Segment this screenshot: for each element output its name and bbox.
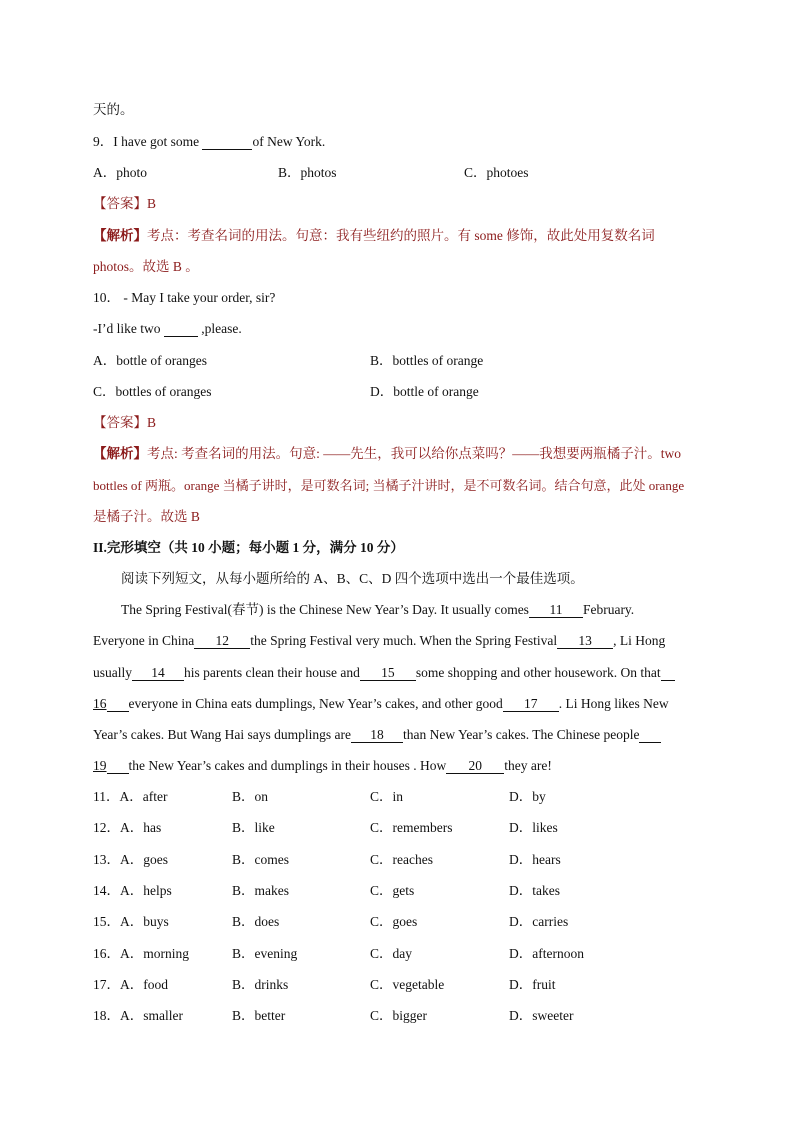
q9-option-c: C．photoes bbox=[464, 165, 529, 180]
blank-line-end bbox=[639, 728, 661, 743]
choice-option-b bbox=[232, 788, 268, 806]
choice-number: 13． bbox=[93, 852, 120, 867]
choice-option-a bbox=[93, 819, 161, 837]
choice-option-b bbox=[232, 913, 279, 931]
passage-line-2 bbox=[93, 632, 665, 650]
blank-16: 16 bbox=[93, 696, 107, 711]
choice-text: A．goes bbox=[120, 852, 168, 867]
choice-text: C．vegetable bbox=[370, 977, 445, 992]
q10-option-d: D．bottle of orange bbox=[370, 384, 479, 399]
choice-text: B．does bbox=[232, 914, 280, 929]
choice-row bbox=[93, 819, 693, 837]
passage-text: everyone in China eats dumplings, New Year’s cakes, and other good bbox=[128, 696, 503, 711]
choice-row bbox=[93, 913, 693, 931]
choice-text: A．smaller bbox=[120, 1008, 183, 1023]
choice-row bbox=[93, 851, 693, 869]
blank-16-tail bbox=[107, 697, 129, 712]
choice-row bbox=[93, 1007, 693, 1025]
passage-text: some shopping and other housework. On that bbox=[415, 665, 661, 680]
choice-text: D．afternoon bbox=[509, 946, 584, 961]
choice-text: D．hears bbox=[509, 852, 561, 867]
choice-option-c bbox=[370, 913, 417, 931]
choice-number: 17． bbox=[93, 977, 120, 992]
choice-option-b bbox=[232, 1007, 285, 1025]
choice-text: D．takes bbox=[509, 883, 560, 898]
blank-17: 17 bbox=[503, 697, 559, 712]
q9-option-b: B．photos bbox=[278, 165, 337, 180]
choice-option-d bbox=[509, 1007, 573, 1025]
choice-option-c bbox=[370, 788, 403, 806]
blank-18: 18 bbox=[351, 728, 403, 743]
choice-text: B．like bbox=[232, 820, 275, 835]
q9-answer: 【答案】B bbox=[93, 196, 157, 211]
blank-line-end bbox=[661, 666, 675, 681]
choice-option-d bbox=[509, 976, 556, 994]
choice-text: C．gets bbox=[370, 883, 415, 898]
choice-option-c bbox=[370, 819, 452, 837]
passage-line-3 bbox=[93, 664, 675, 682]
choice-text: C．day bbox=[370, 946, 412, 961]
choice-option-c bbox=[370, 882, 414, 900]
passage-text: the New Year’s cakes and dumplings in their houses . How bbox=[128, 758, 447, 773]
choice-number: 18． bbox=[93, 1008, 120, 1023]
q10-answer: 【答案】B bbox=[93, 415, 157, 430]
choice-row bbox=[93, 976, 693, 994]
choice-option-d bbox=[509, 788, 546, 806]
q10-analysis-tag: 【解析】 bbox=[93, 446, 147, 461]
passage-line-1 bbox=[121, 601, 634, 619]
q9-analysis-line-2: photos。故选 B 。 bbox=[93, 259, 199, 274]
q10-line2-pre: -I’d like two bbox=[93, 321, 164, 336]
q9-analysis-text-1: 考点：考查名词的用法。句意：我有些纽约的照片。有 some 修饰，故此处用复数名词 bbox=[147, 228, 655, 243]
passage-line-6 bbox=[93, 757, 552, 775]
choice-text: A．morning bbox=[120, 946, 189, 961]
choice-text: A．helps bbox=[120, 883, 172, 898]
q10-line2-post: ,please. bbox=[197, 321, 242, 336]
choice-text: D．fruit bbox=[509, 977, 556, 992]
choice-option-c bbox=[370, 851, 433, 869]
choice-option-d bbox=[509, 819, 558, 837]
choice-text: C．in bbox=[370, 789, 404, 804]
q9-blank bbox=[202, 135, 252, 150]
q10-options-row-1 bbox=[93, 352, 693, 370]
passage-text: than New Year’s cakes. The Chinese people bbox=[403, 727, 640, 742]
choice-text: B．better bbox=[232, 1008, 286, 1023]
q10-blank bbox=[164, 322, 198, 337]
choice-text: A．food bbox=[120, 977, 168, 992]
choice-option-a bbox=[93, 976, 168, 994]
carry-over-line: 天的。 bbox=[93, 102, 134, 117]
choice-text: A．has bbox=[120, 820, 162, 835]
choice-number: 14． bbox=[93, 883, 120, 898]
blank-19: 19 bbox=[93, 758, 107, 773]
blank-20: 20 bbox=[446, 759, 504, 774]
choice-row bbox=[93, 882, 693, 900]
choice-option-a bbox=[93, 882, 172, 900]
choice-number: 12． bbox=[93, 820, 120, 835]
passage-text: Everyone in China bbox=[93, 633, 195, 648]
passage-text: they are! bbox=[504, 758, 552, 773]
choice-text: D．by bbox=[509, 789, 546, 804]
blank-13: 13 bbox=[557, 634, 613, 649]
choice-row bbox=[93, 945, 693, 963]
choice-text: A．after bbox=[119, 789, 168, 804]
choice-option-d bbox=[509, 851, 561, 869]
blank-11: 11 bbox=[529, 603, 583, 618]
choice-text: C．reaches bbox=[370, 852, 433, 867]
passage-text: Year’s cakes. But Wang Hai says dumplings are bbox=[93, 727, 352, 742]
choice-option-a bbox=[93, 788, 167, 806]
passage-text: usually bbox=[93, 665, 132, 680]
q10-analysis-text-1: 考点: 考查名词的用法。句意: ——先生，我可以给你点菜吗？——我想要两瓶橘子汁。two bbox=[147, 446, 682, 461]
choice-text: C．remembers bbox=[370, 820, 453, 835]
q10-analysis-line-3: 是橘子汁。故选 B bbox=[93, 509, 200, 524]
choice-option-c bbox=[370, 1007, 427, 1025]
choice-option-b bbox=[232, 882, 289, 900]
q9-stem-post: of New York. bbox=[252, 134, 326, 149]
choice-text: C．goes bbox=[370, 914, 418, 929]
choice-option-a bbox=[93, 1007, 183, 1025]
blank-19-tail bbox=[107, 759, 129, 774]
passage-line-5 bbox=[93, 726, 661, 744]
passage-text: The Spring Festival(春节) is the Chinese New Year’s Day. It usually comes bbox=[121, 602, 529, 617]
choice-text: D．carries bbox=[509, 914, 569, 929]
q10-option-c: C．bottles of oranges bbox=[93, 384, 212, 399]
choice-text: D．sweeter bbox=[509, 1008, 574, 1023]
choice-text: C．bigger bbox=[370, 1008, 427, 1023]
q9-analysis-line-1 bbox=[93, 227, 655, 245]
passage-line-4 bbox=[93, 695, 669, 713]
choice-option-b bbox=[232, 945, 297, 963]
choice-option-b bbox=[232, 976, 288, 994]
question-10-line-2 bbox=[93, 320, 242, 338]
blank-15: 15 bbox=[360, 666, 416, 681]
blank-12: 12 bbox=[194, 634, 250, 649]
section-instruction: 阅读下列短文，从每小题所给的 A、B、C、D 四个选项中选出一个最佳选项。 bbox=[121, 571, 584, 586]
passage-text: . Li Hong likes New bbox=[558, 696, 669, 711]
choice-option-d bbox=[509, 913, 568, 931]
q10-option-a: A．bottle of oranges bbox=[93, 353, 207, 368]
choice-text: B．drinks bbox=[232, 977, 289, 992]
q9-stem-pre: 9．I have got some bbox=[93, 134, 203, 149]
choice-text: A．buys bbox=[120, 914, 169, 929]
choice-text: B．comes bbox=[232, 852, 289, 867]
choice-row bbox=[93, 788, 693, 806]
choice-option-d bbox=[509, 945, 584, 963]
choice-option-a bbox=[93, 945, 189, 963]
passage-text: , Li Hong bbox=[613, 633, 666, 648]
choice-text: B．on bbox=[232, 789, 269, 804]
section-title: II.完形填空（共 10 小题；每小题 1 分，满分 10 分） bbox=[93, 540, 404, 555]
q10-option-b: B．bottles of orange bbox=[370, 353, 484, 368]
passage-text: February. bbox=[582, 602, 635, 617]
choice-option-b bbox=[232, 851, 289, 869]
choice-text: D．likes bbox=[509, 820, 558, 835]
choice-option-c bbox=[370, 945, 412, 963]
choice-option-d bbox=[509, 882, 560, 900]
q9-options bbox=[93, 164, 693, 182]
q9-analysis-tag: 【解析】 bbox=[93, 228, 147, 243]
passage-text: the Spring Festival very much. When the Spring Festival bbox=[250, 633, 558, 648]
question-10-line-1: 10． - May I take your order, sir? bbox=[93, 290, 276, 305]
choice-option-c bbox=[370, 976, 444, 994]
q9-option-a: A．photo bbox=[93, 165, 147, 180]
choice-text: B．evening bbox=[232, 946, 298, 961]
question-9-stem bbox=[93, 133, 325, 151]
choice-option-a bbox=[93, 851, 168, 869]
blank-14: 14 bbox=[132, 666, 184, 681]
choice-option-a bbox=[93, 913, 169, 931]
choice-number: 16． bbox=[93, 946, 120, 961]
q10-analysis-line-1 bbox=[93, 445, 681, 463]
choice-number: 11． bbox=[93, 789, 120, 804]
q10-analysis-line-2: bottles of 两瓶。orange 当橘子讲时，是可数名词; 当橘子汁讲时，是不可数名词。结合句意，此处 orange bbox=[93, 478, 685, 493]
passage-text: his parents clean their house and bbox=[184, 665, 360, 680]
choice-text: B．makes bbox=[232, 883, 289, 898]
choice-number: 15． bbox=[93, 914, 120, 929]
q10-options-row-2 bbox=[93, 383, 693, 401]
choice-option-b bbox=[232, 819, 275, 837]
